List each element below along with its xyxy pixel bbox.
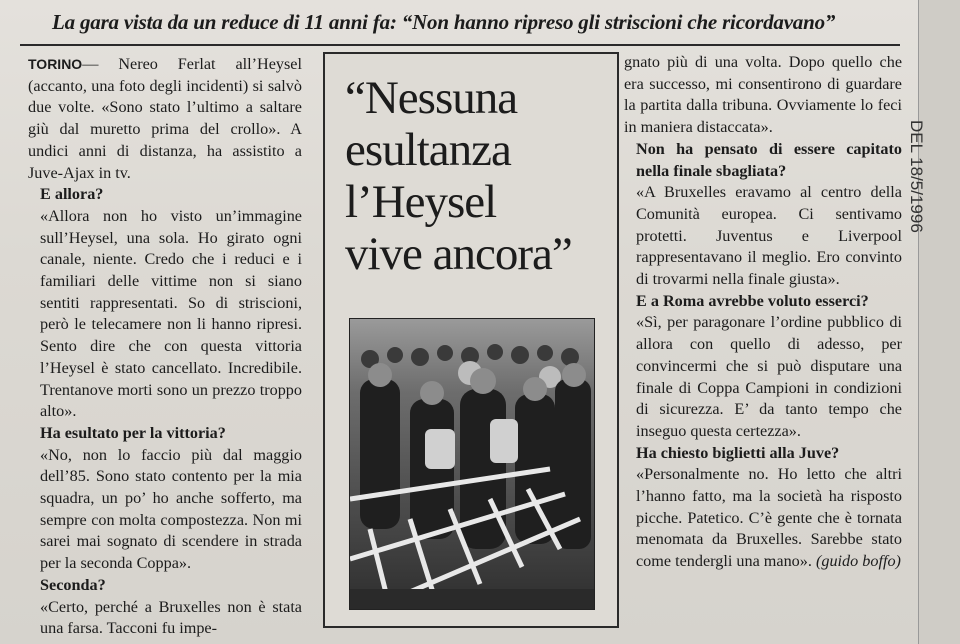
- author-signature: (guido boffo): [815, 552, 901, 571]
- question: Ha chiesto biglietti alla Juve?: [636, 443, 840, 462]
- pull-quote-box: [323, 52, 619, 628]
- question: Non ha pensato di essere capitato nella finale sbagliata?: [636, 139, 902, 180]
- page-edge: [918, 0, 960, 644]
- question: E allora?: [40, 185, 104, 204]
- question: Ha esultato per la vittoria?: [40, 423, 226, 442]
- pull-quote-line: vive ancora”: [345, 228, 572, 280]
- left-column: [28, 54, 302, 640]
- question: Seconda?: [40, 575, 106, 594]
- handwritten-date: DEL 18/5/1996: [907, 120, 926, 233]
- answer: «Allora non ho visto un’immagine sull’Heysel, una sola. Ho girato ogni canale, niente. Credo che i reduci e i familiari delle vittime non si siano sentiti rappresentati. So di striscioni, però le telecamere non li hanno ripresi. Sento dire che con questa vittoria l’Heysel è stato cancellato. Incredibile. Trentanove morti sono un prezzo troppo alto».: [40, 206, 302, 421]
- pull-quote-line: l’Heysel: [345, 176, 497, 228]
- pull-quote-line: esultanza: [345, 124, 511, 176]
- answer: «Certo, perché a Bruxelles non è stata una farsa. Tacconi fu impe-: [40, 597, 302, 638]
- answer: «Sì, per paragonare l’ordine pubblico di allora con quello di adesso, per convincermi che si può disputare una finale di Coppa Campioni in condizioni di sicurezza. E’ da tanto tempo che inseguo questa certezza».: [636, 313, 902, 440]
- incident-photo: [349, 318, 595, 610]
- answer: [624, 464, 902, 573]
- dateline: TORINO: [28, 56, 83, 72]
- answer-text: «Personalmente no. Ho letto che altri l’hanno fatto, ma la società ha risposto picche. Patetico. C’è gente che è tornata menomata da Bruxelles. Sarebbe stato come tendergli una mano».: [636, 465, 902, 571]
- lead-text: — Nereo Ferlat all’Heysel (accanto, una foto degli incidenti) si salvò due volte. «Sono stato l’ultimo a saltare giù dal muretto prima del crollo». A undici anni di distanza, ha assistito a Juve-Ajax in tv.: [28, 55, 302, 182]
- lead-paragraph: [28, 54, 302, 184]
- article-headline: La gara vista da un reduce di 11 anni fa: “Non hanno ripreso gli striscioni che ricordavano”: [52, 10, 836, 34]
- question: E a Roma avrebbe voluto esserci?: [636, 291, 869, 310]
- answer-continuation: gnato più di una volta. Dopo quello che era successo, mi consentirono di guardare la partita dalla tribuna. Ovviamente lo feci in maniera distaccata».: [624, 53, 902, 137]
- answer: «A Bruxelles eravamo al centro della Comunità europea. Ci sentivamo protetti. Juventus e Liverpool rappresentavano il meglio. Ero convinto di trovarmi nella finale giusta».: [636, 183, 902, 289]
- pull-quote: [345, 72, 595, 280]
- headline-rule: [20, 44, 900, 46]
- right-column: [624, 52, 902, 573]
- crowd-photo-illustration: [350, 319, 594, 609]
- answer: «No, non lo faccio più dal maggio dell’85. Sono stato contento per la mia squadra, un po’ ho anche sofferto, ma sempre con molta compostezza. Non mi sarei mai sognato di scendere in strada per la seconda Coppa».: [40, 445, 302, 573]
- pull-quote-line: “Nessuna: [345, 72, 518, 124]
